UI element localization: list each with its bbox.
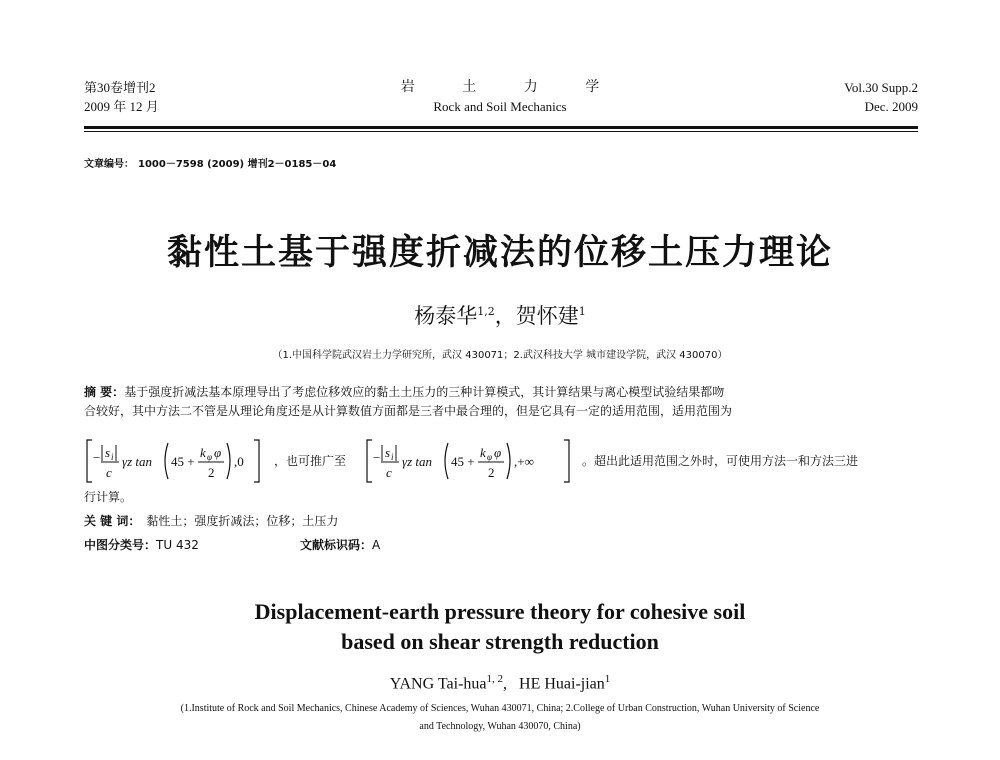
classification-line bbox=[84, 536, 381, 553]
author-separator-en: , bbox=[503, 675, 508, 693]
article-number-value: 1000－7598 (2009) 增刊2－0185－04 bbox=[138, 159, 337, 170]
f1-zero: ,0 bbox=[234, 454, 244, 469]
header-rule-thick bbox=[84, 126, 918, 129]
date-en: Dec. 2009 bbox=[864, 99, 918, 114]
f2-s: s bbox=[385, 445, 391, 460]
f2-k: k bbox=[480, 445, 486, 460]
author-yang-cn: 杨泰华 bbox=[414, 304, 478, 328]
abstract-line-end: 行计算。 bbox=[84, 490, 133, 504]
abstract-line-2: 合较好，其中方法二不管是从理论角度还是从计算数值方面都是三者中最合理的，但是它具有一定的适用范围，适用范围为 bbox=[84, 404, 733, 418]
author-yang-affil-en: 1, 2 bbox=[486, 673, 504, 685]
f2-45: 45 + bbox=[451, 454, 475, 469]
author-yang-en: YANG Tai-hua bbox=[389, 675, 487, 693]
doc-code-value: A bbox=[372, 538, 381, 552]
f1-sub-i: i bbox=[111, 452, 114, 462]
clc-value: TU 432 bbox=[156, 538, 199, 552]
formula-range-1 bbox=[87, 440, 259, 482]
keywords-value: 黏性土；强度折减法；位移；土压力 bbox=[146, 514, 339, 528]
f2-minus: − bbox=[373, 450, 381, 465]
f2-inf: ,+∞ bbox=[514, 454, 534, 469]
journal-name-cn: 岩 土 力 学 bbox=[400, 80, 622, 95]
author-he-affil-cn: 1 bbox=[578, 305, 586, 318]
author-he-en: HE Huai-jian bbox=[519, 675, 605, 693]
doc-code-label: 文献标识码： bbox=[300, 538, 373, 552]
title-en-line-2: based on shear strength reduction bbox=[341, 629, 659, 654]
author-he-cn: 贺怀建 bbox=[515, 304, 579, 328]
abstract-label: 摘 要： bbox=[84, 385, 125, 399]
authors-cn bbox=[0, 300, 1000, 330]
f2-c: c bbox=[386, 465, 392, 480]
journal-name-en: Rock and Soil Mechanics bbox=[433, 99, 567, 114]
title-en-line-1: Displacement-earth pressure theory for cohesive soil bbox=[254, 599, 746, 624]
affiliation-cn: （1.中国科学院武汉岩土力学研究所，武汉 430071；2.武汉科技大学 城市建设学院，武汉 430070） bbox=[272, 350, 728, 361]
volume-cn: 第30卷增刊2 bbox=[84, 80, 156, 95]
clc-label: 中图分类号： bbox=[84, 538, 157, 552]
f2-two: 2 bbox=[488, 465, 495, 480]
formula-range-2 bbox=[367, 440, 569, 482]
title-en bbox=[0, 597, 1000, 657]
abstract-formula-text-2: 。超出此适用范围之外时，可使用方法一和方法三进 bbox=[582, 454, 859, 468]
affiliation-en-line-2: and Technology, Wuhan 430070, China) bbox=[419, 721, 581, 732]
affiliation-en bbox=[0, 700, 1000, 736]
date-cn: 2009 年 12 月 bbox=[84, 99, 159, 114]
abstract-cn bbox=[84, 383, 918, 421]
author-he-affil-en: 1 bbox=[604, 673, 611, 685]
f1-k: k bbox=[200, 445, 206, 460]
abstract-line-1: 基于强度折减法基本原理导出了考虑位移效应的黏土土压力的三种计算模式，其计算结果与离心模型试验结果都吻 bbox=[124, 385, 725, 399]
article-number-label: 文章编号： bbox=[84, 159, 134, 170]
journal-issue-info-en bbox=[844, 78, 918, 116]
f1-c: c bbox=[106, 465, 112, 480]
author-separator-cn: ， bbox=[494, 304, 516, 328]
keywords-cn bbox=[84, 512, 338, 529]
f1-minus: − bbox=[93, 450, 101, 465]
f1-sub-phi: φ bbox=[207, 452, 212, 462]
f1-gz-tan: γz tan bbox=[122, 454, 153, 469]
f1-phi: φ bbox=[214, 445, 222, 460]
header-rule-thin bbox=[84, 131, 918, 132]
keywords-label: 关 键 词： bbox=[84, 514, 141, 528]
abstract-formula-text-1: ，也可推广至 bbox=[274, 454, 347, 468]
f2-sub-i: i bbox=[391, 452, 394, 462]
authors-en bbox=[0, 673, 1000, 693]
f2-sub-phi: φ bbox=[487, 452, 492, 462]
f1-s: s bbox=[105, 445, 111, 460]
f1-two: 2 bbox=[208, 465, 215, 480]
article-number bbox=[84, 155, 336, 170]
f2-gz-tan: γz tan bbox=[402, 454, 433, 469]
abstract-formula-line bbox=[84, 437, 918, 485]
f1-45: 45 + bbox=[171, 454, 195, 469]
title-cn: 黏性土基于强度折减法的位移土压力理论 bbox=[166, 233, 833, 273]
f2-phi: φ bbox=[494, 445, 502, 460]
affiliation-en-line-1: (1.Institute of Rock and Soil Mechanics, Chinese Academy of Sciences, Wuhan 430071, China; 2.College of Urban Construction, Wuhan University of Science bbox=[180, 703, 820, 714]
author-yang-affil-cn: 1,2 bbox=[477, 305, 495, 318]
volume-en: Vol.30 Supp.2 bbox=[844, 80, 918, 95]
